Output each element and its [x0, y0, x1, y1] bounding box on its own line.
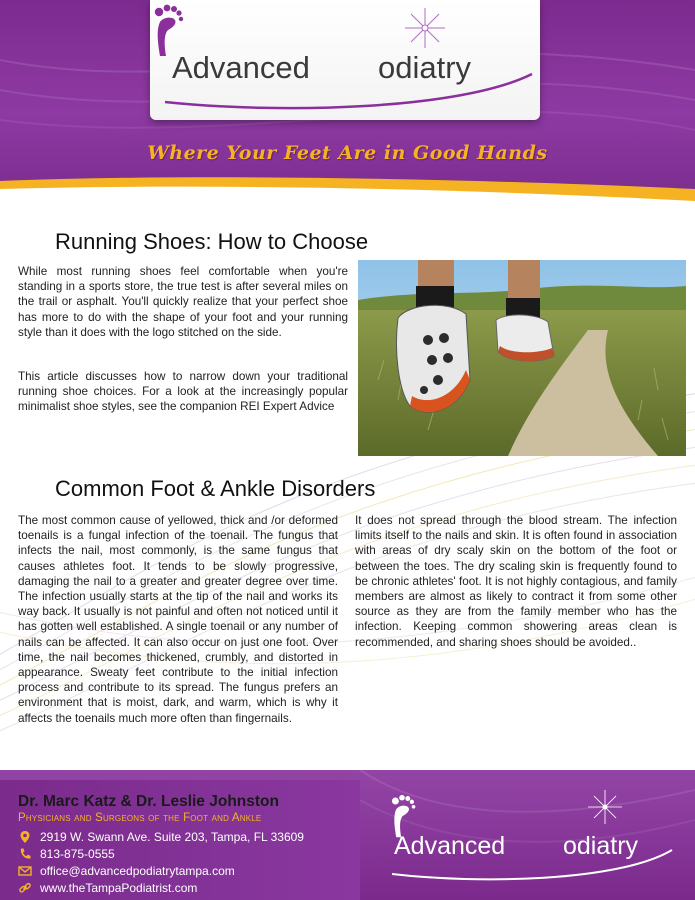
link-icon — [18, 881, 32, 895]
gold-band-decoration — [0, 175, 695, 205]
address-text: 2919 W. Swann Ave. Suite 203, Tampa, FL 33609 — [40, 830, 304, 844]
phone-text[interactable]: 813-875-0555 — [40, 847, 115, 861]
doctor-subtitle: Physicians and Surgeons of the Foot and Ankle — [18, 812, 262, 824]
tagline: Where Your Feet Are in Good Hands — [147, 142, 548, 164]
envelope-icon — [18, 864, 32, 878]
footer-logo — [388, 790, 678, 885]
address-line — [18, 829, 304, 845]
footer-logo-swoosh — [388, 848, 678, 882]
website-line[interactable] — [18, 880, 197, 896]
article-title-foot-disorders: Common Foot & Ankle Disorders — [55, 476, 376, 501]
location-pin-icon — [18, 830, 32, 844]
running-photo — [358, 260, 686, 456]
footer-logo-text-podiatry: odiatry — [563, 832, 639, 860]
sparkle-star-icon — [405, 8, 445, 48]
sparkle-star-icon — [588, 790, 622, 824]
website-link[interactable]: www.theTampaPodiatrist.com — [40, 881, 198, 895]
article-column-1: The most common cause of yellowed, thick and /or deformed toenails is a fungal infection of the toenail. The fungus that infects the nail, most commonly, is the same fungus that causes athletes foot. It tends to be slowly progressive, damaging the nail to a greater and greater degree over time. The infection usually starts at the tip of the nail and works its way back. It usually is not painful and often not noticed until it has gotten well established. A single toenail or any number of nails can be affected. It can also occur on just one foot. Over time, the nail becomes thickened, crumbly, and distorted in appearance. Sweaty feet contribute to the initial infection process and contribute to its spread. The fungus prefers an environment that is moist, dark, and warm, which is why it affects the toenails much more often than fingernails. — [18, 514, 338, 725]
footer-logo-text-advanced: Advanced — [394, 832, 506, 860]
email-link[interactable]: office@advancedpodiatrytampa.com — [40, 864, 235, 878]
doctor-names: Dr. Marc Katz & Dr. Leslie Johnston — [18, 793, 279, 810]
phone-icon — [18, 847, 32, 861]
article-paragraph-2: This article discusses how to narrow down your traditional running shoe choices. For a look at the increasingly popular minimalist shoe styles, see the companion REI Expert Advice — [18, 370, 348, 414]
logo-text-advanced: Advanced — [172, 50, 310, 85]
header-logo — [150, 0, 540, 120]
page-header — [0, 0, 695, 205]
phone-line[interactable] — [18, 846, 115, 862]
article-title-running-shoes: Running Shoes: How to Choose — [55, 229, 369, 254]
article-paragraph-1: While most running shoes feel comfortable when you're standing in a sports store, the true test is after several miles on the trail or asphalt. You'll quickly realize that your perfect shoe has more to do with the shape of your foot and your running style than it does with the logo stitched on the side. — [18, 265, 348, 339]
logo-swoosh — [160, 70, 540, 110]
email-line[interactable] — [18, 863, 235, 879]
article-column-2: It does not spread through the blood stream. The infection limits itself to the nails and skin. It is often found in association with areas of dry scaly skin on the bottom of the foot or between the toes. The dry scaling skin is frequently found to be chronic athletes' foot. It is not highly contagious, and family members are almost as likely to contract it from some other source as they are from the family member who has the infection. Keeping common showering areas clean is recommended, and sharing shoes should be avoided.. — [355, 514, 677, 649]
page-footer — [0, 770, 695, 900]
logo-text-podiatry: odiatry — [378, 50, 472, 85]
